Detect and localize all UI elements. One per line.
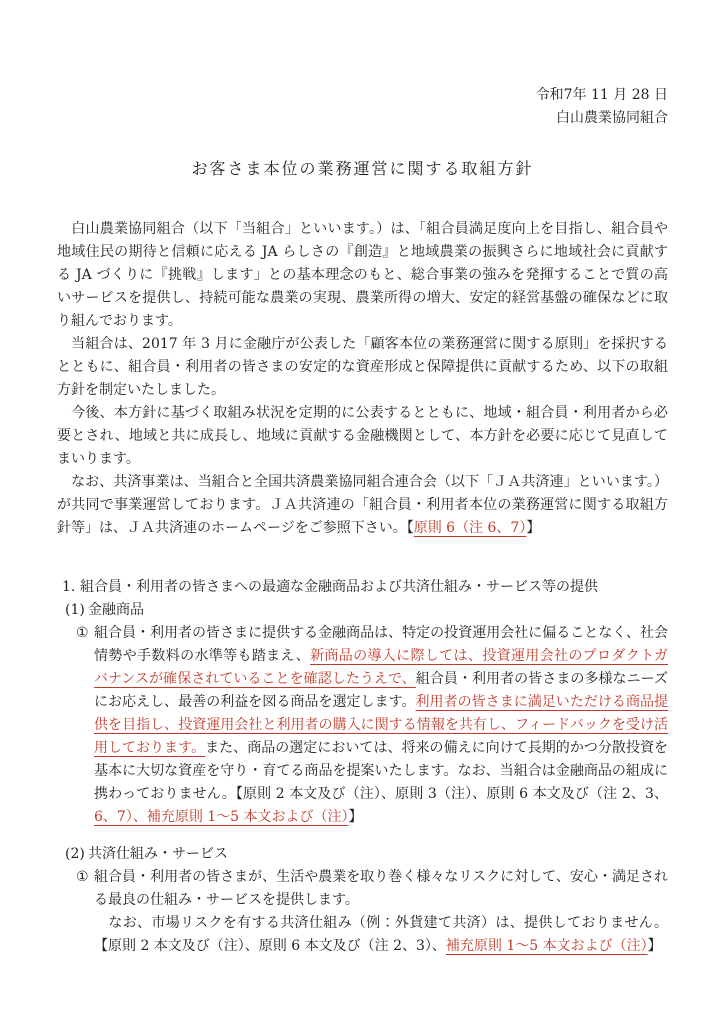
- list-item: [57, 866, 668, 958]
- paragraph: [57, 218, 668, 333]
- paragraph: [57, 333, 668, 402]
- list-marker: (1): [65, 602, 85, 618]
- text-line: [88, 843, 668, 866]
- list-marker: ①: [76, 869, 89, 885]
- text-run: 組合員・利用者の皆さまの多様なニーズにお応えし、最善の利益を図る商品を選定します。: [94, 671, 668, 710]
- text-run: 組合員・利用者の皆さまが、生活や農業を取り巻く様々なリスクに対して、安心・満足される最良の仕組み・サービスを提供します。: [94, 869, 668, 908]
- text-run: 】: [647, 938, 662, 954]
- highlighted-text: 補充原則 1～5 本文および（注）: [445, 938, 648, 954]
- document-header: [57, 84, 668, 130]
- text-run: 共済仕組み・サービス: [88, 846, 228, 862]
- sub-heading: [57, 599, 668, 622]
- text-line: [57, 471, 668, 540]
- list-marker: (2): [65, 846, 85, 862]
- text-line: [94, 912, 668, 958]
- numbered-heading: [57, 576, 668, 599]
- text-line: [57, 218, 668, 333]
- text-run: 金融商品: [88, 602, 144, 618]
- document-date: 令和7年 11 月 28 日: [535, 87, 668, 103]
- text-run: なお、市場リスクを有する共済仕組み（例：外貨建て共済）は、提供しておりません。【原則 2 本文及び（注）、原則 6 本文及び（注 2、3）、: [94, 915, 668, 954]
- highlighted-text: 新商品の導入に際しては、投資運用会社のプロダクトガバナンスが確保されていることを確認したうえで、: [94, 648, 668, 687]
- text-run: 当組合は、2017 年 3 月に金融庁が公表した「顧客本位の業務運営に関する原則」を採択するとともに、組合員・利用者の皆さまの安定的な資産形成と保障提供に貢献するため、以下の取組方針を制定いたしました。: [57, 336, 668, 398]
- text-line: [94, 622, 668, 829]
- document-title: お客さま本位の業務運営に関する取組方針: [191, 159, 534, 178]
- text-line: [88, 599, 668, 622]
- text-line: [57, 333, 668, 402]
- text-run: 】: [348, 809, 363, 825]
- highlighted-text: 利用者の皆さまに満足いただける商品提供を目指し、投資運用会社と利用者の購入に関する情報を共有し、フィードバックを受け活用しております。: [94, 694, 669, 756]
- text-run: 組合員・利用者の皆さまに提供する金融商品は、特定の投資運用会社に偏ることなく、社会情勢や手数料の水準等も踏まえ、: [94, 625, 668, 664]
- organization-name: 白山農業協同組合: [556, 110, 668, 126]
- list-marker: ①: [76, 625, 89, 641]
- highlighted-text: 原則 6（注 6、7）: [413, 520, 527, 536]
- document-body: [57, 218, 668, 958]
- paragraph: [57, 402, 668, 471]
- text-run: 今後、本方針に基づく取組み状況を定期的に公表するとともに、地域・組合員・利用者から必要とされ、地域と共に成長し、地域に貢献する金融機関として、本方針を必要に応じて見直してまいります。: [57, 405, 668, 467]
- highlighted-text: 6、7）、補充原則 1～5 本文および（注）: [94, 809, 349, 825]
- text-run: 白山農業協同組合（以下「当組合」といいます。）は、「組合員満足度向上を目指し、組合員や地域住民の期待と信頼に応える JA らしさの『創造』と地域農業の振興さらに地域社会に貢献する JA づくりに『挑戦』します」との基本理念のもと、総合事業の強みを発揮することで質の高いサービスを提供し、持続可能な農業の実現、農業所得の増大、安定的経営基盤の確保などに取り組んでおります。: [57, 221, 668, 329]
- text-run: 】: [526, 520, 541, 536]
- text-line: [57, 402, 668, 471]
- text-run: 組合員・利用者の皆さまへの最適な金融商品および共済仕組み・サービス等の提供: [80, 579, 598, 595]
- sub-heading: [57, 843, 668, 866]
- text-run: なお、共済事業は、当組合と全国共済農業協同組合連合会（以下「ＪＡ共済連」といいます。）が共同で事業運営しております。ＪＡ共済連の「組合員・利用者本位の業務運営に関する取組方針等」は、ＪＡ共済連のホームページをご参照下さい。【: [57, 474, 668, 536]
- list-item: [57, 622, 668, 829]
- text-line: [94, 866, 668, 912]
- paragraph: [57, 471, 668, 540]
- text-run: また、商品の選定においては、将来の備えに向けて長期的かつ分散投資を基本に大切な資産を守り・育てる商品を提案いたします。なお、当組合は金融商品の組成に携わっておりません。【原則 2 本文及び（注）、原則 3（注）、原則 6 本文及び（注 2、3、: [94, 740, 668, 802]
- text-line: [80, 576, 668, 599]
- list-marker: 1.: [62, 579, 76, 595]
